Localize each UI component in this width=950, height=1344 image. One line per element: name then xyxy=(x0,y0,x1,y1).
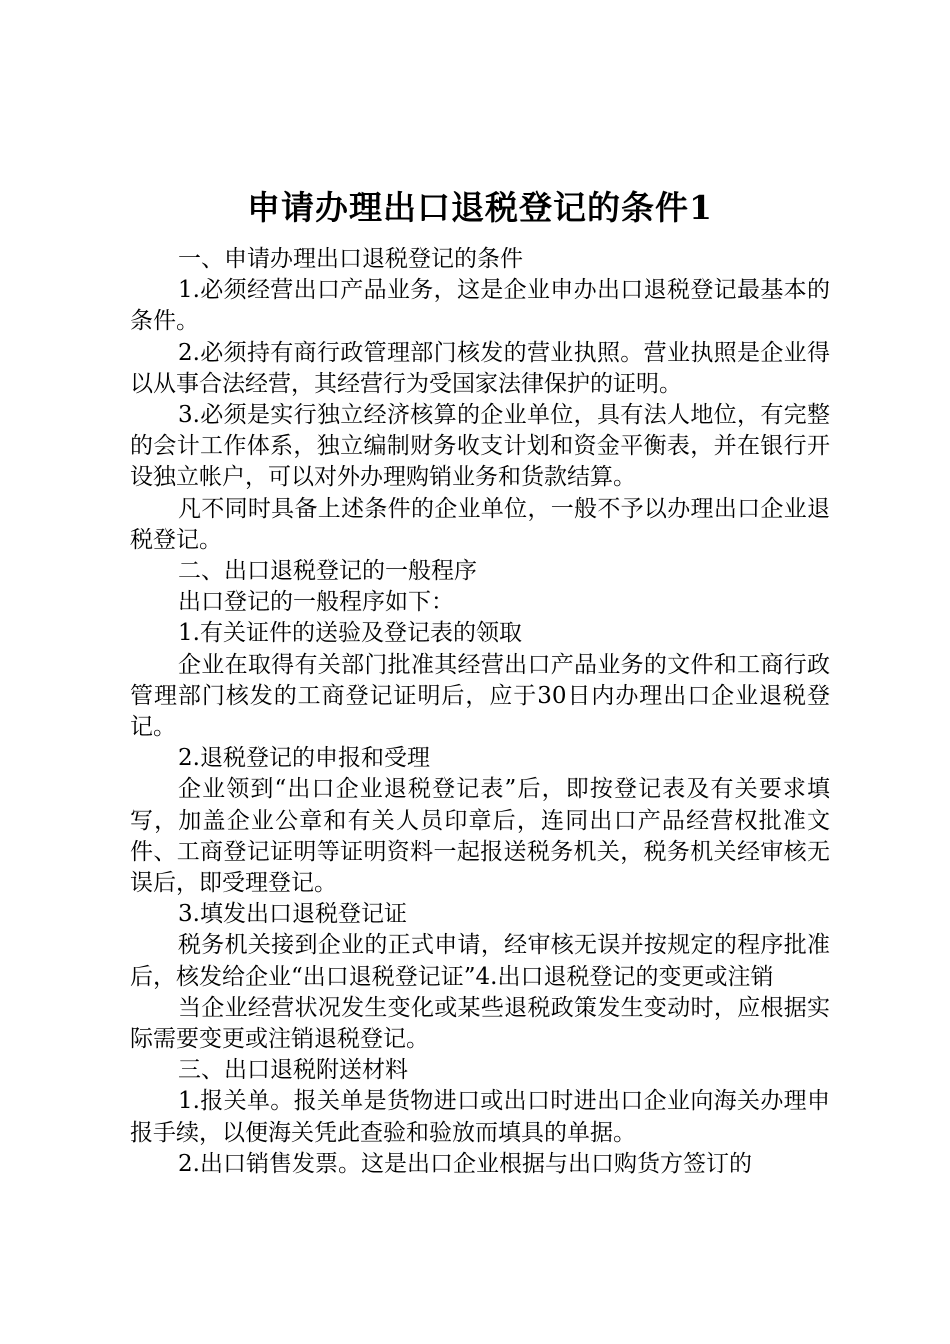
section-heading-2: 二、出口退税登记的一般程序 xyxy=(178,558,477,585)
sub-heading: 3.填发出口退税登记证 xyxy=(178,901,407,928)
paragraph: 出口登记的一般程序如下： xyxy=(178,589,454,616)
section-heading-3: 三、出口退税附送材料 xyxy=(178,1057,408,1084)
paragraph: 2.必须持有商行政管理部门核发的营业执照。营业执照是企业得以从事合法经营，其经营行为受国家法律保护的证明。 xyxy=(130,339,830,397)
paragraph: 当企业经营状况发生变化或某些退税政策发生变动时，应根据实际需要变更或注销退税登记。 xyxy=(130,994,830,1053)
paragraph: 3.必须是实行独立经济核算的企业单位，具有法人地位，有完整的会计工作体系，独立编制财务收支计划和资金平衡表，并在银行开设独立帐户，可以对外办理购销业务和货款结算。 xyxy=(130,402,830,491)
sub-heading: 2.退税登记的申报和受理 xyxy=(178,745,430,772)
paragraph: 税务机关接到企业的正式申请，经审核无误并按规定的程序批准后，核发给企业“出口退税登记证”4.出口退税登记的变更或注销 xyxy=(130,932,830,990)
paragraph: 2.出口销售发票。这是出口企业根据与出口购货方签订的 xyxy=(178,1150,752,1177)
document-page xyxy=(130,182,830,1180)
document-title: 申请办理出口退税登记的条件1 xyxy=(247,188,713,227)
section-heading-1: 一、申请办理出口退税登记的条件 xyxy=(178,246,523,272)
paragraph: 企业领到“出口企业退税登记表”后，即按登记表及有关要求填写，加盖企业公章和有关人员印章后，连同出口产品经营权批准文件、工商登记证明等证明资料一起报送税务机关，税务机关经审核无误后，即受理登记。 xyxy=(130,776,830,897)
paragraph: 1.报关单。报关单是货物进口或出口时进出口企业向海关办理申报手续，以便海关凭此查验和验放而填具的单据。 xyxy=(130,1088,830,1146)
paragraph: 企业在取得有关部门批准其经营出口产品业务的文件和工商行政管理部门核发的工商登记证明后，应于30日内办理出口企业退税登记。 xyxy=(130,651,830,741)
paragraph: 凡不同时具备上述条件的企业单位，一般不予以办理出口企业退税登记。 xyxy=(130,495,830,553)
sub-heading: 1.有关证件的送验及登记表的领取 xyxy=(178,620,522,647)
paragraph: 1.必须经营出口产品业务，这是企业申办出口退税登记最基本的条件。 xyxy=(130,277,830,335)
